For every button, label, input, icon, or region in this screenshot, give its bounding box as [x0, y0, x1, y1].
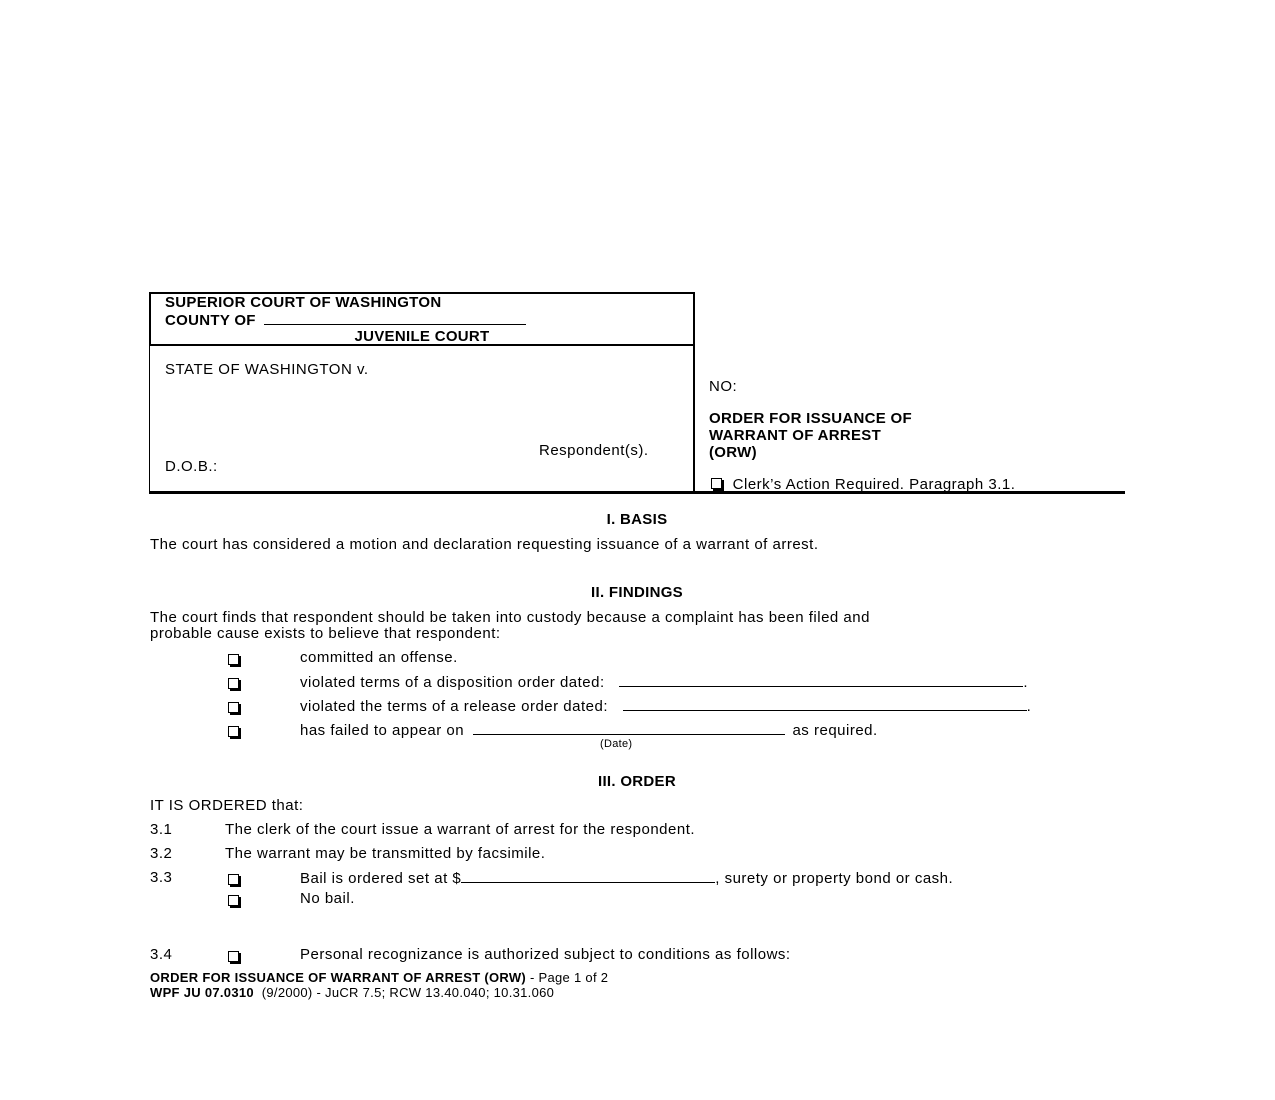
release-date-blank[interactable] [623, 697, 1027, 711]
clerk-action-text: Clerk’s Action Required. Paragraph 3.1. [732, 476, 1016, 493]
court-name: SUPERIOR COURT OF WASHINGTON [165, 294, 442, 311]
basis-text: The court has considered a motion and declaration requesting issuance of a warrant of arrest. [150, 536, 819, 553]
finding-release-checkbox[interactable] [228, 700, 239, 718]
findings-intro-line2: probable cause exists to believe that respondent: [150, 625, 501, 642]
order-intro: IT IS ORDERED that: [150, 797, 304, 814]
no-bail-checkbox[interactable] [228, 893, 239, 911]
juvenile-court: JUVENILE COURT [354, 328, 490, 345]
document-title-line1: ORDER FOR ISSUANCE OF [709, 410, 912, 427]
bail-amount-blank[interactable] [461, 869, 715, 883]
finding-release-text: violated the terms of a release order dated: [300, 698, 608, 715]
dob-label: D.O.B.: [165, 458, 218, 475]
basis-heading: I. BASIS [606, 511, 668, 528]
finding-disposition-checkbox[interactable] [228, 676, 239, 694]
personal-recognizance-checkbox[interactable] [228, 949, 239, 967]
appearance-date-blank[interactable] [473, 721, 785, 735]
order-heading: III. ORDER [597, 773, 676, 790]
finding-release-line: violated the terms of a release order dated: . [300, 698, 1032, 715]
order-3-1-number: 3.1 [150, 821, 173, 838]
case-number-label: NO: [709, 378, 738, 395]
findings-heading: II. FINDINGS [591, 584, 683, 601]
document-title-line2: WARRANT OF ARREST [709, 427, 882, 444]
no-bail-text: No bail. [300, 890, 355, 907]
finding-failed-appear-checkbox[interactable] [228, 724, 239, 742]
footer-form-line [150, 985, 554, 1000]
disposition-date-blank[interactable] [619, 673, 1023, 687]
clerk-action-line [711, 476, 1015, 493]
party-name: STATE OF WASHINGTON v. [165, 361, 369, 378]
document-title-line3: (ORW) [709, 444, 757, 461]
finding-disposition-line: violated terms of a disposition order dated: . [300, 674, 1028, 691]
footer-title: ORDER FOR ISSUANCE OF WARRANT OF ARREST (ORW) [150, 970, 527, 985]
county-blank[interactable] [264, 311, 526, 325]
order-3-3-number: 3.3 [150, 869, 173, 886]
footer-page: - Page 1 of 2 [526, 970, 609, 985]
footer-title-line [150, 970, 608, 985]
bail-set-checkbox[interactable] [228, 872, 239, 890]
footer-form-id: WPF JU 07.0310 [150, 985, 254, 1000]
finding-failed-appear-text: has failed to appear on [300, 722, 465, 739]
order-3-2-number: 3.2 [150, 845, 173, 862]
bail-set-text: Bail is ordered set at $ [300, 870, 462, 887]
caption-left-rule [149, 346, 150, 492]
county-label: COUNTY OF [165, 312, 256, 329]
finding-disposition-text: violated terms of a disposition order dated: [300, 674, 605, 691]
caption-box-right [693, 292, 695, 492]
order-3-2-text: The warrant may be transmitted by facsimile. [225, 845, 546, 862]
finding-failed-appear-line [300, 721, 878, 739]
finding-failed-appear-suffix: as required. [792, 722, 878, 739]
findings-intro-line1: The court finds that respondent should be taken into custody because a complaint has been filed and [150, 609, 870, 626]
clerk-action-checkbox[interactable] [711, 478, 722, 489]
finding-offense-text: committed an offense. [300, 649, 458, 666]
finding-offense-checkbox[interactable] [228, 652, 239, 670]
bail-set-suffix: , surety or property bond or cash. [715, 870, 954, 887]
order-3-1-text: The clerk of the court issue a warrant of arrest for the respondent. [225, 821, 696, 838]
personal-recognizance-text: Personal recognizance is authorized subject to conditions as follows: [300, 946, 791, 963]
date-caption: (Date) [600, 738, 633, 750]
order-3-4-number: 3.4 [150, 946, 173, 963]
footer-citation: (9/2000) - JuCR 7.5; RCW 13.40.040; 10.31.060 [253, 985, 555, 1000]
county-line [165, 311, 526, 329]
respondent-label: Respondent(s). [539, 442, 649, 459]
bail-set-line [300, 869, 953, 887]
